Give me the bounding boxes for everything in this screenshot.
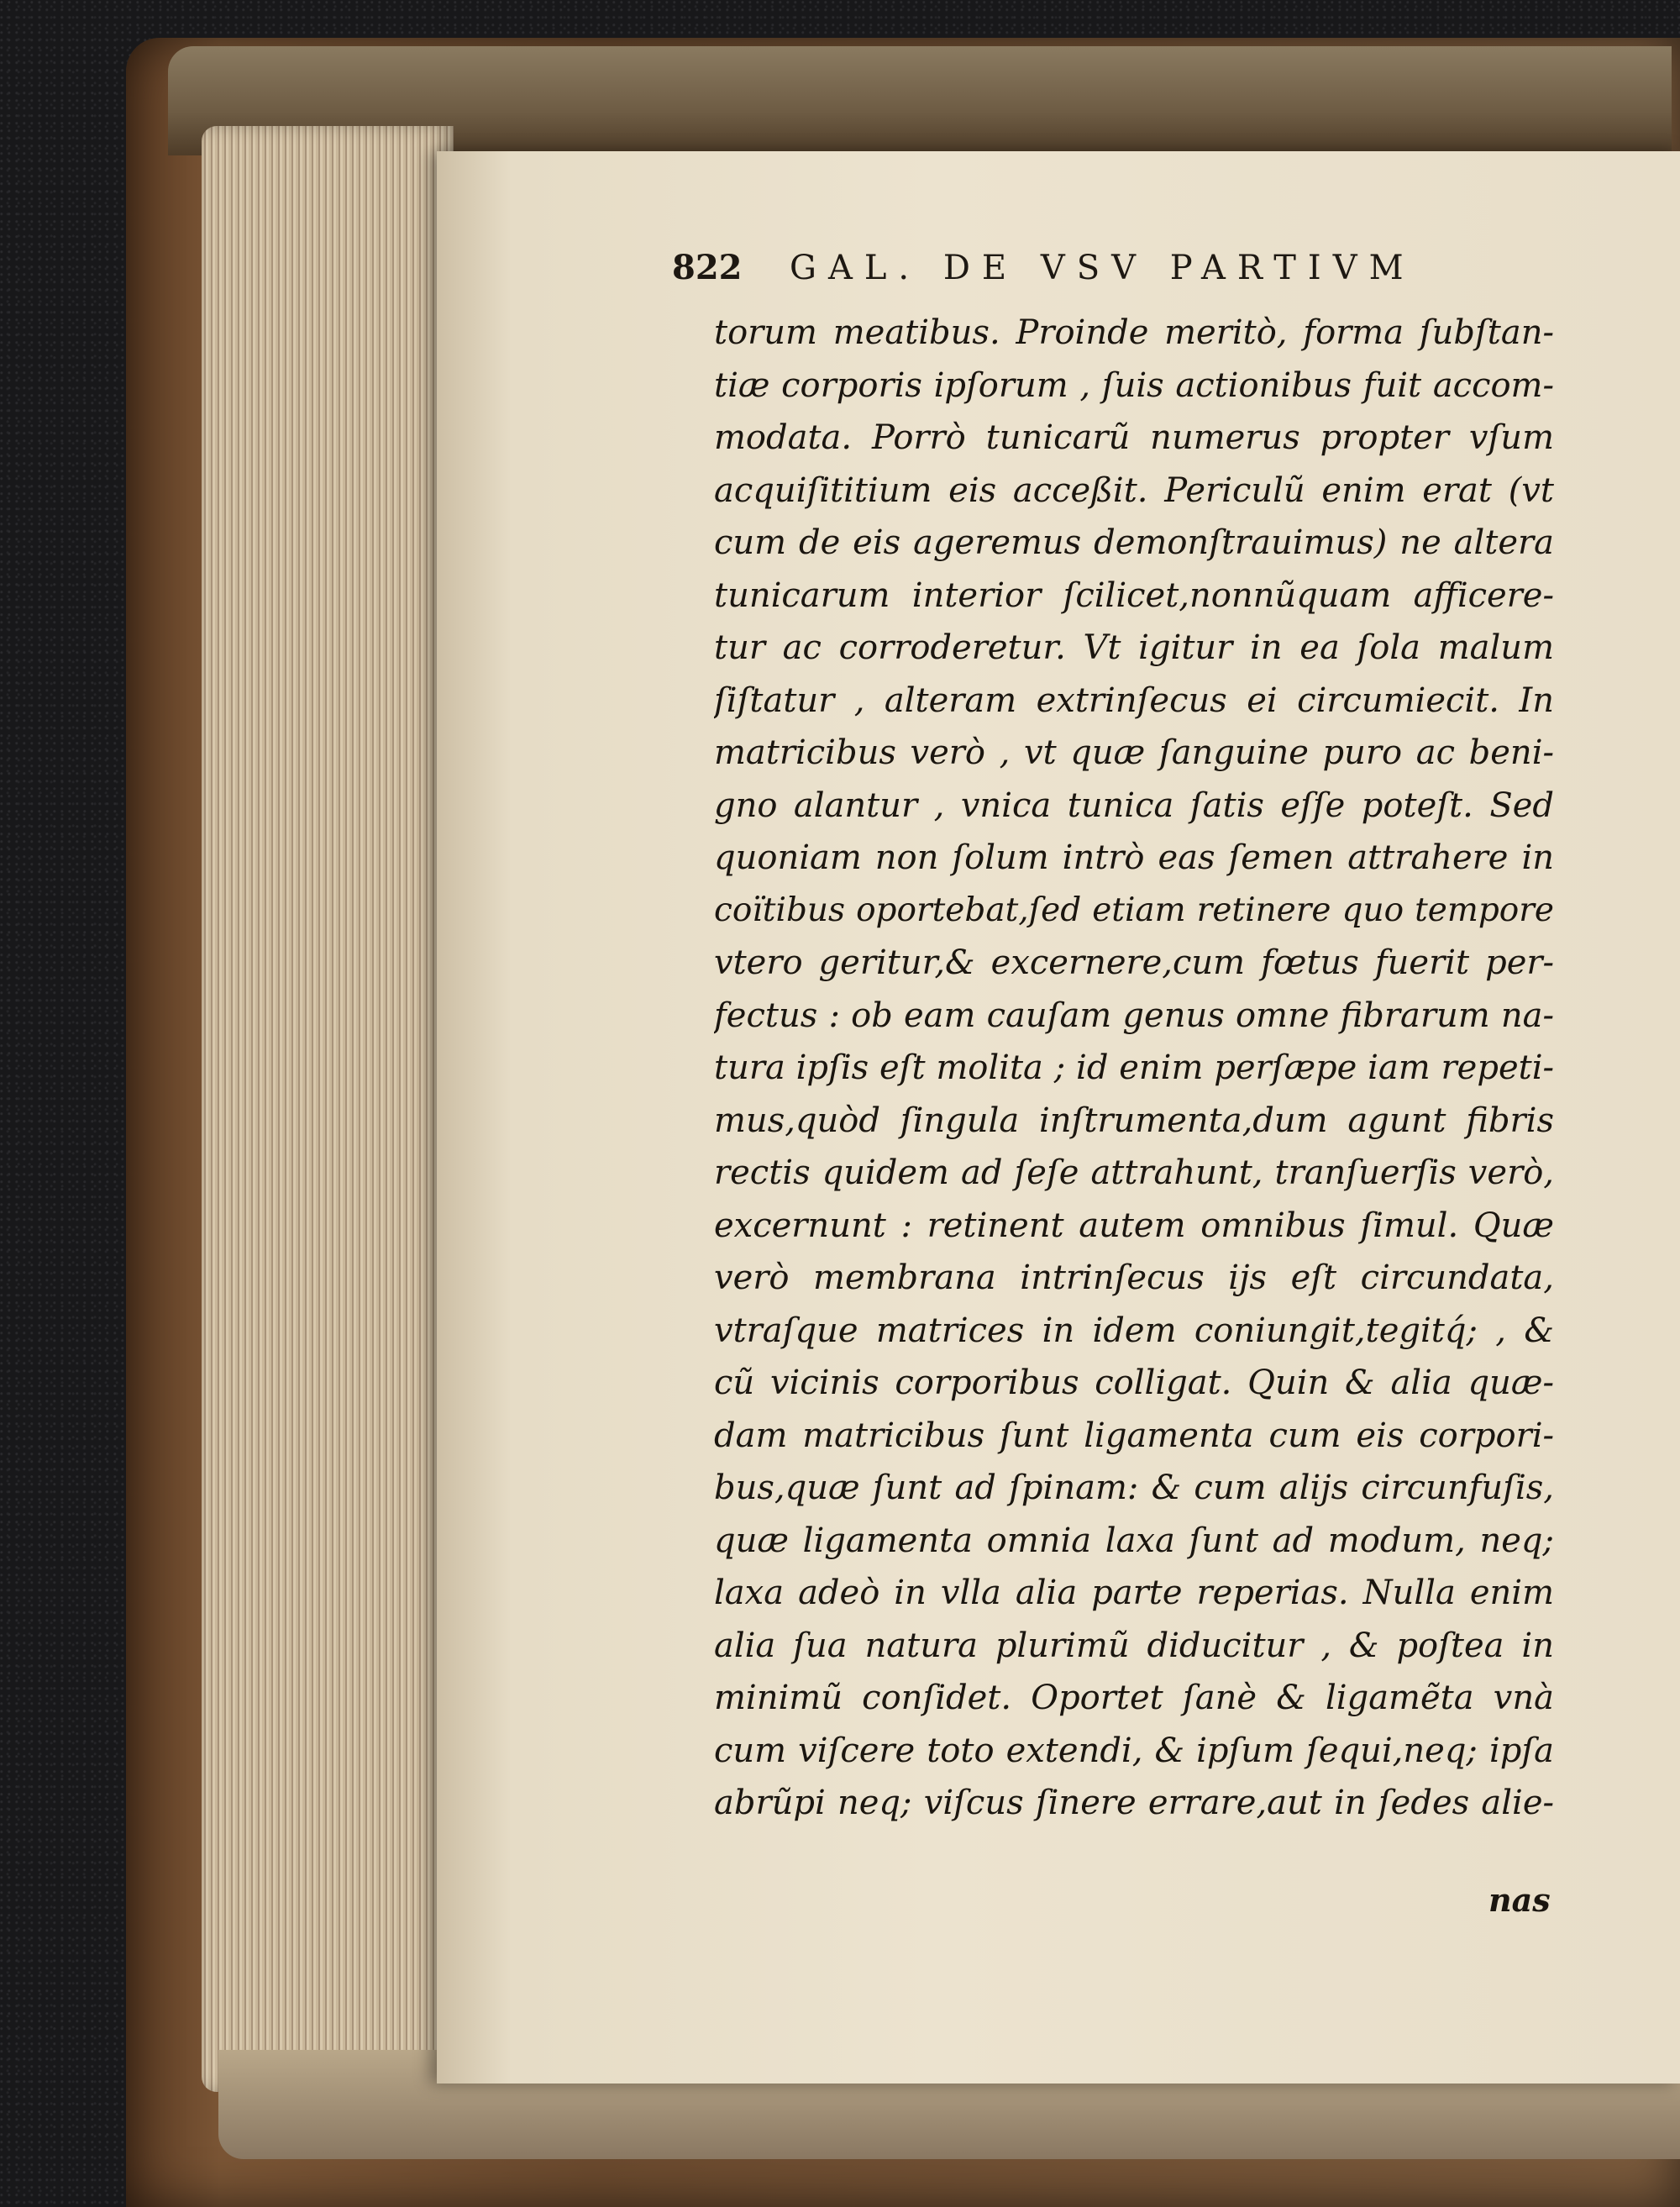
- text-line: modata. Porrò tunicarũ numerus propter vſum: [714, 418, 1554, 457]
- page-edges: [202, 126, 454, 2092]
- text-line: cum viſcere toto extendi, & ipſum ſequi,neq; ipſa: [714, 1731, 1554, 1770]
- text-line: alia ſua natura plurimũ diducitur , & poſtea in: [714, 1626, 1554, 1665]
- running-title: GAL. DE VSV PARTIVM: [790, 249, 1415, 287]
- text-line: matricibus verò , vt quæ ſanguine puro ac beni-: [714, 733, 1554, 772]
- text-line: fectus : ob eam cauſam genus omne fibrarum na-: [714, 996, 1554, 1035]
- text-line: tunicarum interior ſcilicet,nonnũquam afficere-: [714, 575, 1554, 615]
- text-line: quæ ligamenta omnia laxa ſunt ad modum, neq;: [714, 1521, 1554, 1560]
- text-line: ſiſtatur , alteram extrinſecus ei circumiecit. In: [714, 680, 1554, 720]
- running-head: [672, 248, 1512, 298]
- text-line: quoniam non ſolum intrò eas ſemen attrahere in: [714, 838, 1554, 877]
- page-number: 822: [672, 248, 743, 287]
- text-line: laxa adeò in vlla alia parte reperias. Nulla enim: [714, 1574, 1554, 1612]
- text-line: tura ipſis eſt molita ; id enim perſæpe iam repeti-: [714, 1048, 1554, 1087]
- text-line: gno alantur , vnica tunica ſatis eſſe poteſt. Sed: [714, 786, 1554, 825]
- text-line: verò membrana intrinſecus ijs eſt circundata,: [714, 1259, 1554, 1297]
- text-line: cum de eis ageremus demonſtrauimus) ne altera: [714, 523, 1554, 562]
- text-block: [714, 307, 1554, 1830]
- catchword: nas: [1488, 1881, 1551, 1919]
- text-line: torum meatibus. Proinde meritò, forma ſubſtan-: [714, 313, 1554, 352]
- text-line: cũ vicinis corporibus colligat. Quin & alia quæ-: [714, 1364, 1554, 1402]
- text-line: excernunt : retinent autem omnibus ſimul. Quæ: [714, 1206, 1554, 1245]
- text-line: minimũ conſidet. Oportet ſanè & ligamẽta vnà: [714, 1679, 1554, 1717]
- text-line: abrũpi neq; viſcus ſinere errare,aut in ſedes alie-: [714, 1784, 1554, 1822]
- text-line: tiæ corporis ipſorum , ſuis actionibus fuit accom-: [714, 365, 1554, 405]
- text-line: dam matricibus ſunt ligamenta cum eis corpori-: [714, 1416, 1554, 1455]
- text-line: mus,quòd ſingula inſtrumenta,dum agunt fibris: [714, 1101, 1554, 1140]
- text-line: tur ac corroderetur. Vt igitur in ea ſola malum: [714, 628, 1554, 667]
- text-line: rectis quidem ad ſeſe attrahunt, tranſuerſis verò,: [714, 1153, 1554, 1192]
- text-line: vtero geritur,& excernere,cum fœtus fuerit per-: [714, 943, 1554, 982]
- text-line: coïtibus oportebat,ſed etiam retinere quo tempore: [714, 891, 1554, 929]
- text-line: bus,quæ ſunt ad ſpinam: & cum alijs circunfuſis,: [714, 1469, 1554, 1507]
- text-line: acquiſititium eis acceßit. Periculũ enim erat (vt: [714, 470, 1554, 510]
- text-line: vtraſque matrices in idem coniungit,tegitq́; , &: [714, 1311, 1554, 1350]
